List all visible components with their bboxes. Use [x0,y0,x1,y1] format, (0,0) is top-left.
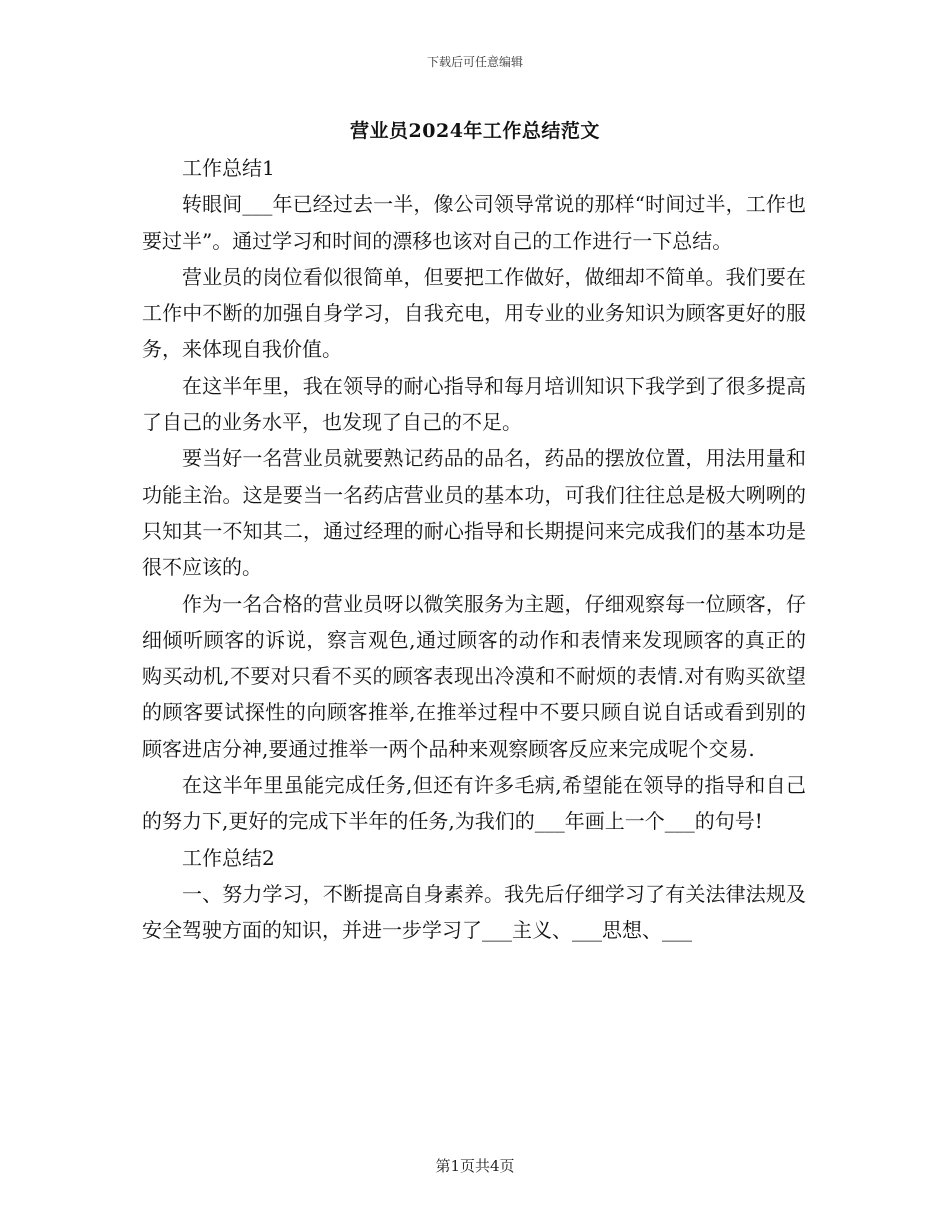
section-heading-2: 工作总结2 [182,845,275,870]
header-note: 下载后可任意编辑 [426,55,523,69]
section-heading-1: 工作总结1 [182,156,275,180]
document-body [142,150,806,949]
document-title: 营业员2024年工作总结范文 [350,120,600,142]
page-footer: 第1页共4页 [435,1157,515,1175]
paragraph: 在这半年里，我在领导的耐心指导和每月培训知识下我学到了很多提高了自己的业务水平，也发现了自己的不足。 [142,373,806,435]
paragraph: 要当好一名营业员就要熟记药品的品名，药品的摆放位置，用法用量和功能主治。这是要当一名药店营业员的基本功，可我们往往总是极大咧咧的只知其一不知其二，通过经理的耐心指导和长期提问来完成我们的基本功是很不应该的。 [142,446,806,580]
paragraph: 一、努力学习，不断提高自身素养。我先后仔细学习了有关法律法规及安全驾驶方面的知识，并进一步学习了___主义、___思想、___ [142,881,806,943]
paragraph: 作为一名合格的营业员呀以微笑服务为主题，仔细观察每一位顾客，仔细倾听顾客的诉说，察言观色,通过顾客的动作和表情来发现顾客的真正的购买动机,不要对只看不买的顾客表现出冷漠和不耐烦的表情.对有购买欲望的顾客要试探性的向顾客推举,在推举过程中不要只顾自说自话或看到别的顾客进店分神,要通过推举一两个品种来观察顾客反应来完成呢个交易. [142,591,806,761]
paragraph: 转眼间___年已经过去一半，像公司领导常说的那样“时间过半，工作也要过半”。通过学习和时间的漂移也该对自己的工作进行一下总结。 [142,192,806,253]
paragraph: 在这半年里虽能完成任务,但还有许多毛病,希望能在领导的指导和自己的努力下,更好的完成下半年的任务,为我们的___年画上一个___的句号! [142,773,806,834]
paragraph: 营业员的岗位看似很简单，但要把工作做好，做细却不简单。我们要在工作中不断的加强自身学习，自我充电，用专业的业务知识为顾客更好的服务，来体现自我价值。 [142,264,806,362]
